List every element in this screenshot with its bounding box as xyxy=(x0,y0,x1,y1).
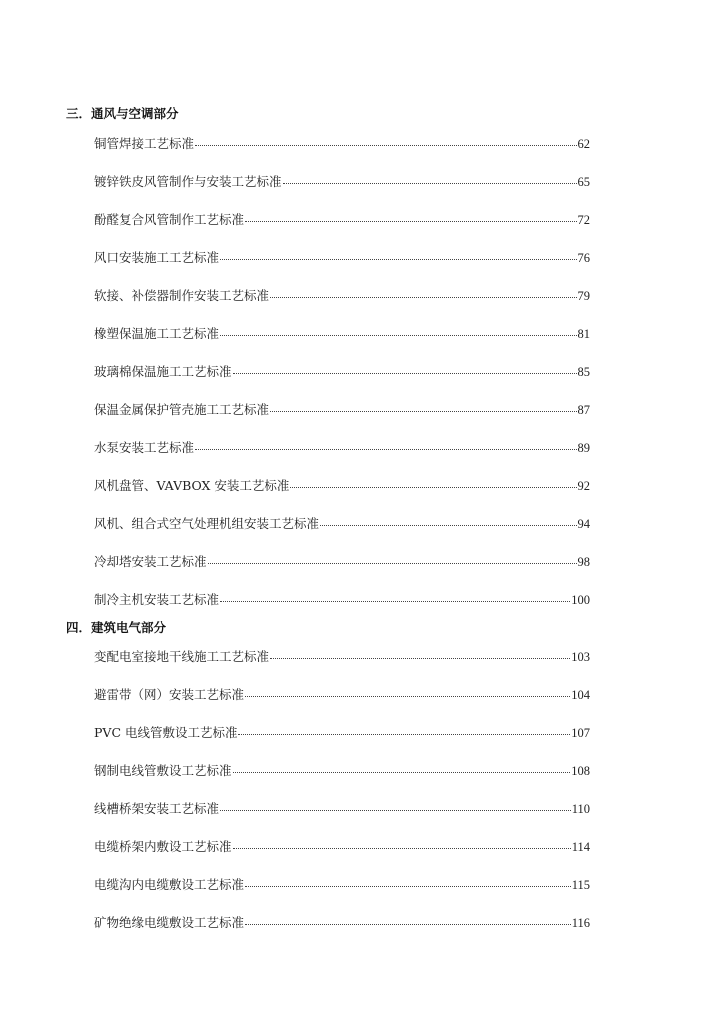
toc-entry-title: 镀锌铁皮风管制作与安装工艺标准 xyxy=(94,174,282,189)
toc-entry[interactable] xyxy=(94,212,590,228)
toc-leader-dots xyxy=(195,135,576,146)
toc-leader-dots xyxy=(270,287,576,298)
toc-entry[interactable] xyxy=(94,877,590,893)
toc-entry-title: 线槽桥架安装工艺标准 xyxy=(94,801,220,816)
toc-page-number: 114 xyxy=(571,840,590,854)
toc-entry[interactable] xyxy=(94,288,590,304)
toc-page-number: 100 xyxy=(571,593,590,607)
toc-entry[interactable] xyxy=(94,440,590,456)
toc-entry[interactable] xyxy=(94,250,590,266)
toc-page-number: 89 xyxy=(577,441,590,455)
toc-page-number: 110 xyxy=(571,802,590,816)
toc-page-number: 103 xyxy=(571,650,590,664)
section-heading-ventilation: 三．通风与空调部分 xyxy=(66,106,179,121)
toc-page-number: 94 xyxy=(577,517,590,531)
toc-entry[interactable] xyxy=(94,915,590,931)
toc-entry[interactable] xyxy=(94,174,590,190)
toc-page-number: 76 xyxy=(577,251,590,265)
toc-leader-dots xyxy=(290,477,576,488)
toc-entry-title: 制冷主机安装工艺标准 xyxy=(94,592,220,607)
toc-entry-title: 风口安装施工工艺标准 xyxy=(94,250,220,265)
toc-page-number: 92 xyxy=(577,479,590,493)
toc-entry[interactable] xyxy=(94,478,590,494)
toc-leader-dots xyxy=(270,401,576,412)
toc-page-number: 79 xyxy=(577,289,590,303)
toc-leader-dots xyxy=(245,914,571,925)
toc-entry-title: PVC 电线管敷设工艺标准 xyxy=(94,725,238,740)
toc-entry-title: 橡塑保温施工工艺标准 xyxy=(94,326,220,341)
toc-entry-title: 水泵安装工艺标准 xyxy=(94,440,195,455)
toc-leader-dots xyxy=(233,363,577,374)
toc-page-number: 115 xyxy=(571,878,590,892)
toc-leader-dots xyxy=(233,838,571,849)
toc-page-number: 108 xyxy=(571,764,590,778)
toc-entry-title: 避雷带（网）安装工艺标准 xyxy=(94,687,245,702)
toc-leader-dots xyxy=(208,553,577,564)
section-heading-electrical: 四．建筑电气部分 xyxy=(66,620,167,635)
toc-entry-title: 电缆沟内电缆敷设工艺标准 xyxy=(94,877,245,892)
toc-entry[interactable] xyxy=(94,592,590,608)
toc-leader-dots xyxy=(245,211,576,222)
toc-leader-dots xyxy=(283,173,577,184)
toc-entry[interactable] xyxy=(94,554,590,570)
toc-entry-title: 冷却塔安装工艺标准 xyxy=(94,554,207,569)
toc-page-number: 72 xyxy=(577,213,590,227)
toc-page-number: 62 xyxy=(577,137,590,151)
toc-entry-title: 铜管焊接工艺标准 xyxy=(94,136,195,151)
toc-leader-dots xyxy=(233,762,571,773)
toc-page-number: 116 xyxy=(571,916,590,930)
toc-leader-dots xyxy=(220,325,576,336)
toc-entry[interactable] xyxy=(94,839,590,855)
toc-page-number: 107 xyxy=(571,726,590,740)
toc-entry-title: 风机盘管、VAVBOX 安装工艺标准 xyxy=(94,478,290,493)
toc-entry[interactable] xyxy=(94,763,590,779)
toc-entry-title: 玻璃棉保温施工工艺标准 xyxy=(94,364,232,379)
toc-page-number: 85 xyxy=(577,365,590,379)
toc-entry[interactable] xyxy=(94,136,590,152)
toc-entry-title: 电缆桥架内敷设工艺标准 xyxy=(94,839,232,854)
toc-entry-title: 钢制电线管敷设工艺标准 xyxy=(94,763,232,778)
toc-leader-dots xyxy=(238,724,570,735)
toc-entry-title: 酚醛复合风管制作工艺标准 xyxy=(94,212,245,227)
toc-entry[interactable] xyxy=(94,649,590,665)
toc-entry[interactable] xyxy=(94,402,590,418)
toc-page-number: 81 xyxy=(577,327,590,341)
toc-leader-dots xyxy=(220,591,570,602)
toc-leader-dots xyxy=(220,249,576,260)
toc-leader-dots xyxy=(320,515,576,526)
toc-entry-title: 软接、补偿器制作安装工艺标准 xyxy=(94,288,270,303)
toc-leader-dots xyxy=(245,686,570,697)
toc-entry-title: 保温金属保护管壳施工工艺标准 xyxy=(94,402,270,417)
toc-entry[interactable] xyxy=(94,364,590,380)
toc-leader-dots xyxy=(245,876,571,887)
toc-leader-dots xyxy=(220,800,571,811)
toc-leader-dots xyxy=(270,648,570,659)
toc-page-number: 98 xyxy=(577,555,590,569)
toc-page-number: 104 xyxy=(571,688,590,702)
toc-page-number: 87 xyxy=(577,403,590,417)
toc-leader-dots xyxy=(195,439,576,450)
toc-entry[interactable] xyxy=(94,326,590,342)
toc-entry[interactable] xyxy=(94,725,590,741)
toc-entry[interactable] xyxy=(94,516,590,532)
toc-entry-title: 风机、组合式空气处理机组安装工艺标准 xyxy=(94,516,320,531)
toc-entry-title: 变配电室接地干线施工工艺标准 xyxy=(94,649,270,664)
toc-entry-title: 矿物绝缘电缆敷设工艺标准 xyxy=(94,915,245,930)
toc-entry[interactable] xyxy=(94,801,590,817)
toc-entry[interactable] xyxy=(94,687,590,703)
toc-page-number: 65 xyxy=(577,175,590,189)
